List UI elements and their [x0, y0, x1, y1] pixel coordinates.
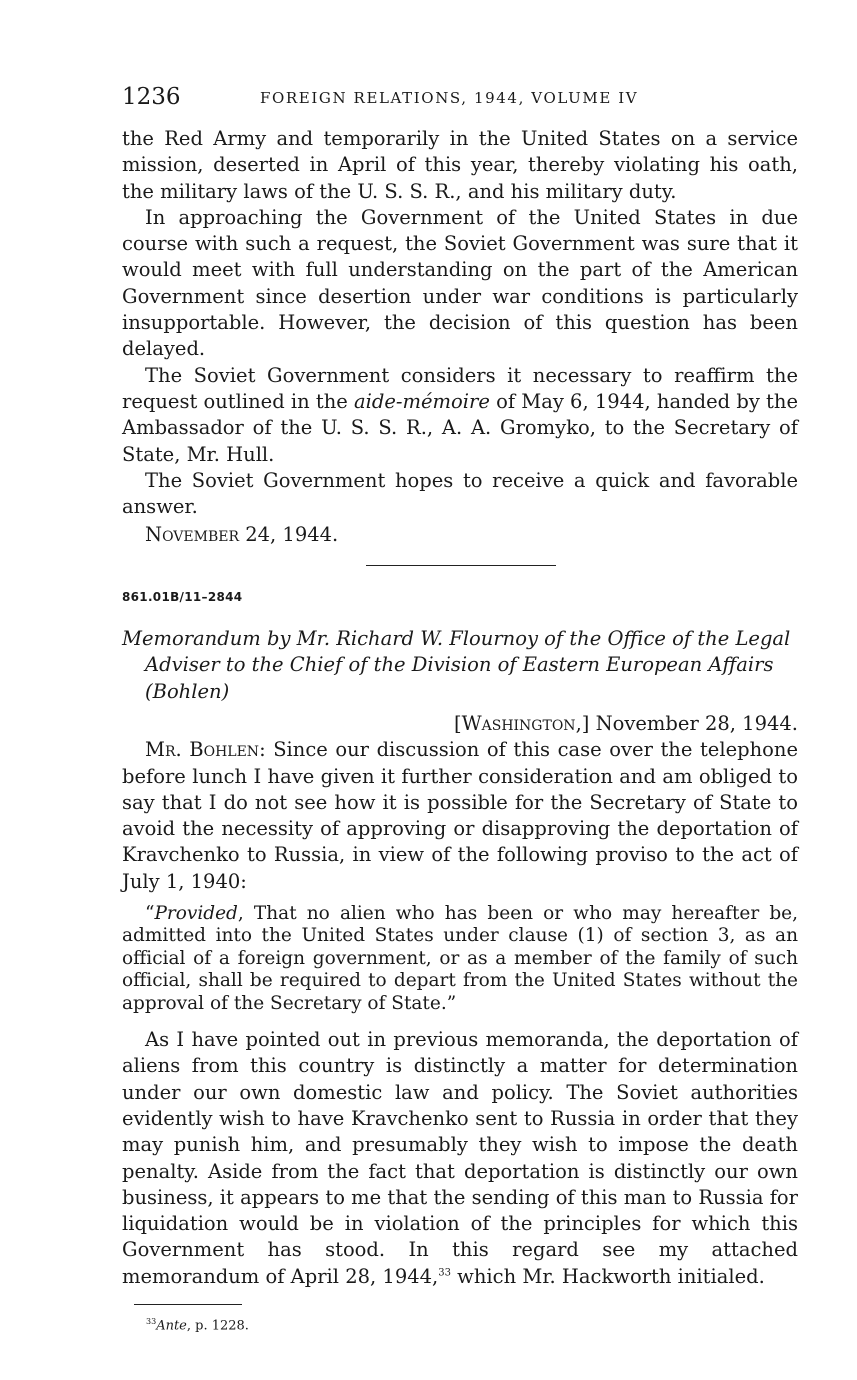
page-number: 1236 [122, 84, 181, 110]
footnote [122, 1313, 798, 1335]
paragraph-text: : Since our discussion of this case over the telephone before lunch I have given it further consideration and am obliged to say that I do not see how it is possible for the Secretary of State to avoid the necessity of approving or disapproving the deportation of Kravchenko to Russia, in view of the following proviso to the act of July 1, 1940: [122, 738, 799, 893]
paragraph: The Soviet Government hopes to receive a quick and favorable answer. [122, 468, 798, 519]
italic-term: Provided [154, 903, 238, 925]
paragraph-text: of May 6, 1944, handed by the Ambassador of the U. S. S. R., A. A. Gromyko, to the Secretary of State, Mr. Hull. [122, 389, 798, 466]
note-date [122, 522, 798, 548]
page-header [122, 84, 802, 114]
block-quote [122, 903, 798, 1015]
paragraph-text: which Mr. Hackworth initialed. [450, 1264, 765, 1288]
footnote-text: , p. 1228. [186, 1318, 249, 1334]
document-title: Memorandum by Mr. Richard W. Flournoy of the Office of the Legal Adviser to the Chief of the Division of Eastern European Affairs (Bohlen) [122, 627, 791, 703]
paragraph-text: The Soviet Government considers it necessary to reaffirm the request outlined in the [122, 363, 798, 413]
italic-term: aide-mémoire [354, 389, 490, 413]
dateline [122, 711, 798, 737]
footnote-reference: 33 [438, 1267, 451, 1279]
paragraph: In approaching the Government of the United States in due course with such a request, the Soviet Government was sure that it would meet with full understanding on the part of the American Government since desertion under war conditions is particularly insupportable. However, the decision of this question has been delayed. [122, 205, 798, 361]
salutation: Mr. Bohlen [145, 738, 260, 762]
quote-open: “ [145, 903, 155, 925]
paragraph [122, 363, 798, 468]
paragraph [122, 737, 798, 895]
dateline-date: ,] November 28, 1944. [575, 711, 798, 735]
dateline-place: Washington [461, 711, 576, 735]
footnote-italic: Ante [156, 1318, 187, 1334]
dateline-bracket: [ [453, 711, 462, 735]
paragraph [122, 1027, 798, 1290]
paragraph-continued: the Red Army and temporarily in the United States on a service mission, deserted in April of this year, thereby violating his oath, the military laws of the U. S. S. R., and his military duty. [122, 127, 798, 203]
footnote-divider [134, 1304, 242, 1305]
quote-text: , That no alien who has been or who may hereafter be, admitted into the United States under clause (1) of section 3, as an official of a foreign government, or as a member of the family of such official, shall be required to depart from the United States without the approval of the Secretary of State.” [122, 903, 798, 1014]
paragraph-text: As I have pointed out in previous memoranda, the deportation of aliens from this country is distinctly a matter for determination under our own domestic law and policy. The Soviet authorities evidently wish to have Kravchenko sent to Russia in order that they may punish him, and presumably they wish to impose the death penalty. Aside from the fact that deportation is distinctly our own business, it appears to me that the sending of this man to Russia for liquidation would be in violation of the principles for which this Government has stood. In this regard see my attached memorandum of April 28, 1944, [122, 1028, 798, 1288]
file-number: 861.01B/11–2844 [122, 589, 243, 604]
page-body [122, 126, 798, 1335]
date-rest: 24, 1944. [239, 523, 339, 547]
section-divider [366, 565, 556, 566]
date-month: November [145, 523, 240, 547]
footnote-number: 33 [146, 1317, 157, 1327]
running-head: FOREIGN RELATIONS, 1944, VOLUME IV [260, 89, 639, 107]
